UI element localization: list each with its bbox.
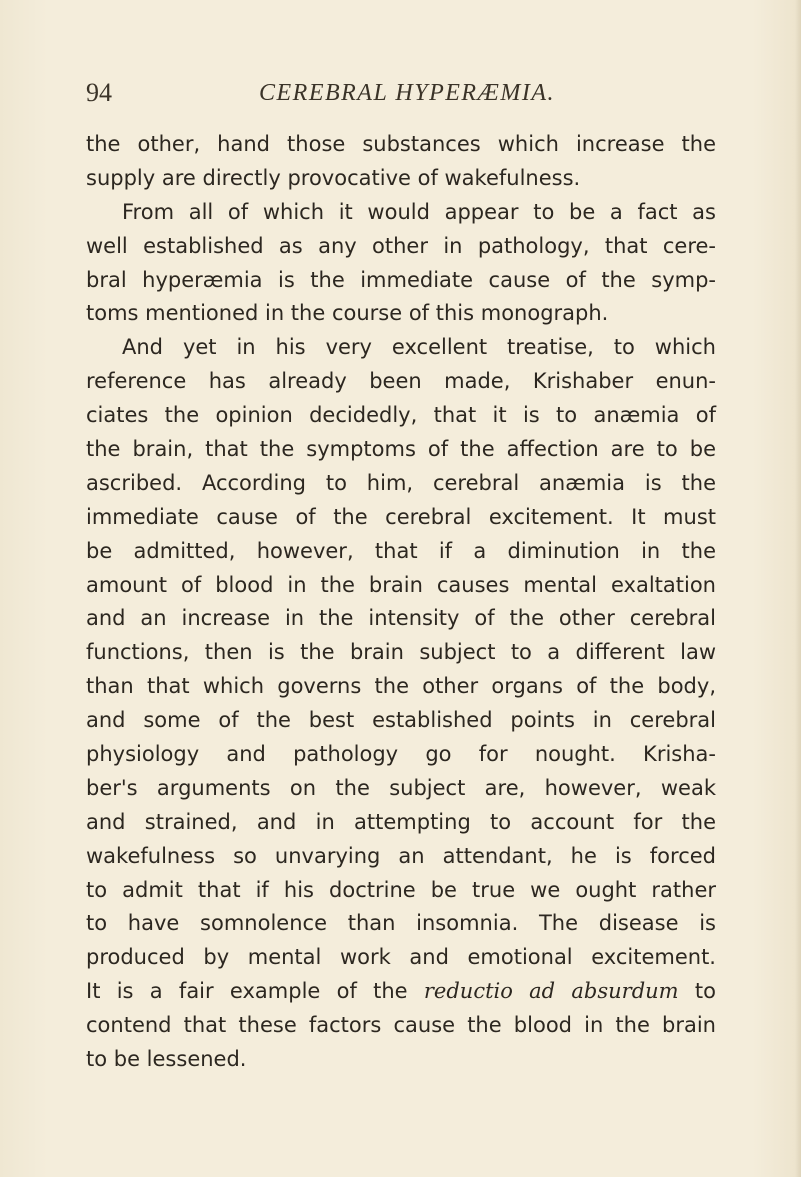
text-line: the brain, that the symptoms of the affection are to be: [86, 437, 716, 462]
text-line: contend that these factors cause the blood in the brain: [86, 1013, 716, 1038]
text-line: and strained, and in attempting to account for the: [86, 809, 716, 834]
running-title: CEREBRAL HYPERÆMIA.: [259, 80, 556, 106]
text-line: well established as any other in pathology, that cere-: [86, 233, 716, 258]
text-line: ascribed. According to him, cerebral anæmia is the: [86, 470, 716, 495]
text-line: be admitted, however, that if a diminution in the: [86, 538, 716, 563]
text-line-with-italic: [86, 975, 716, 1009]
text-segment: to: [694, 979, 716, 1004]
text-line: to be lessened.: [86, 1047, 247, 1072]
text-line: the other, hand those substances which increase the: [86, 132, 716, 156]
text-line: immediate cause of the cerebral excitement. It must: [86, 504, 716, 529]
text-line: physiology and pathology go for nought. Krisha-: [86, 742, 716, 767]
text-line: to have somnolence than insomnia. The disease is: [86, 911, 716, 936]
latin-phrase: reductio ad absurdum: [423, 979, 679, 1004]
body-text: [86, 128, 716, 1077]
text-line: reference has already been made, Krishaber enun-: [86, 369, 716, 394]
page-number: 94: [86, 78, 112, 107]
text-line: bral hyperæmia is the immediate cause of the symp-: [86, 267, 716, 292]
text-line: ciates the opinion decidedly, that it is to anæmia of: [86, 403, 716, 428]
text-line: and an increase in the intensity of the other cerebral: [86, 606, 716, 631]
text-line: functions, then is the brain subject to a different law: [86, 640, 716, 665]
paragraph-start-line: From all of which it would appear to be a fact as: [122, 199, 716, 224]
text-line: ber's arguments on the subject are, however, weak: [86, 775, 716, 800]
text-line: amount of blood in the brain causes mental exaltation: [86, 572, 716, 597]
text-line: wakefulness so unvarying an attendant, he is forced: [86, 843, 716, 868]
text-line: and some of the best established points in cerebral: [86, 708, 716, 733]
running-head: [86, 78, 726, 110]
text-line: produced by mental work and emotional excitement.: [86, 945, 716, 970]
text-segment: It is a fair example of the: [86, 979, 408, 1004]
text-line: supply are directly provocative of wakefulness.: [86, 165, 581, 190]
text-line: to admit that if his doctrine be true we ought rather: [86, 877, 716, 902]
paragraph-start-line: And yet in his very excellent treatise, to which: [122, 335, 716, 360]
text-line: toms mentioned in the course of this monograph.: [86, 301, 609, 326]
page-edge-shadow: [795, 0, 801, 1177]
text-line: than that which governs the other organs of the body,: [86, 674, 716, 699]
